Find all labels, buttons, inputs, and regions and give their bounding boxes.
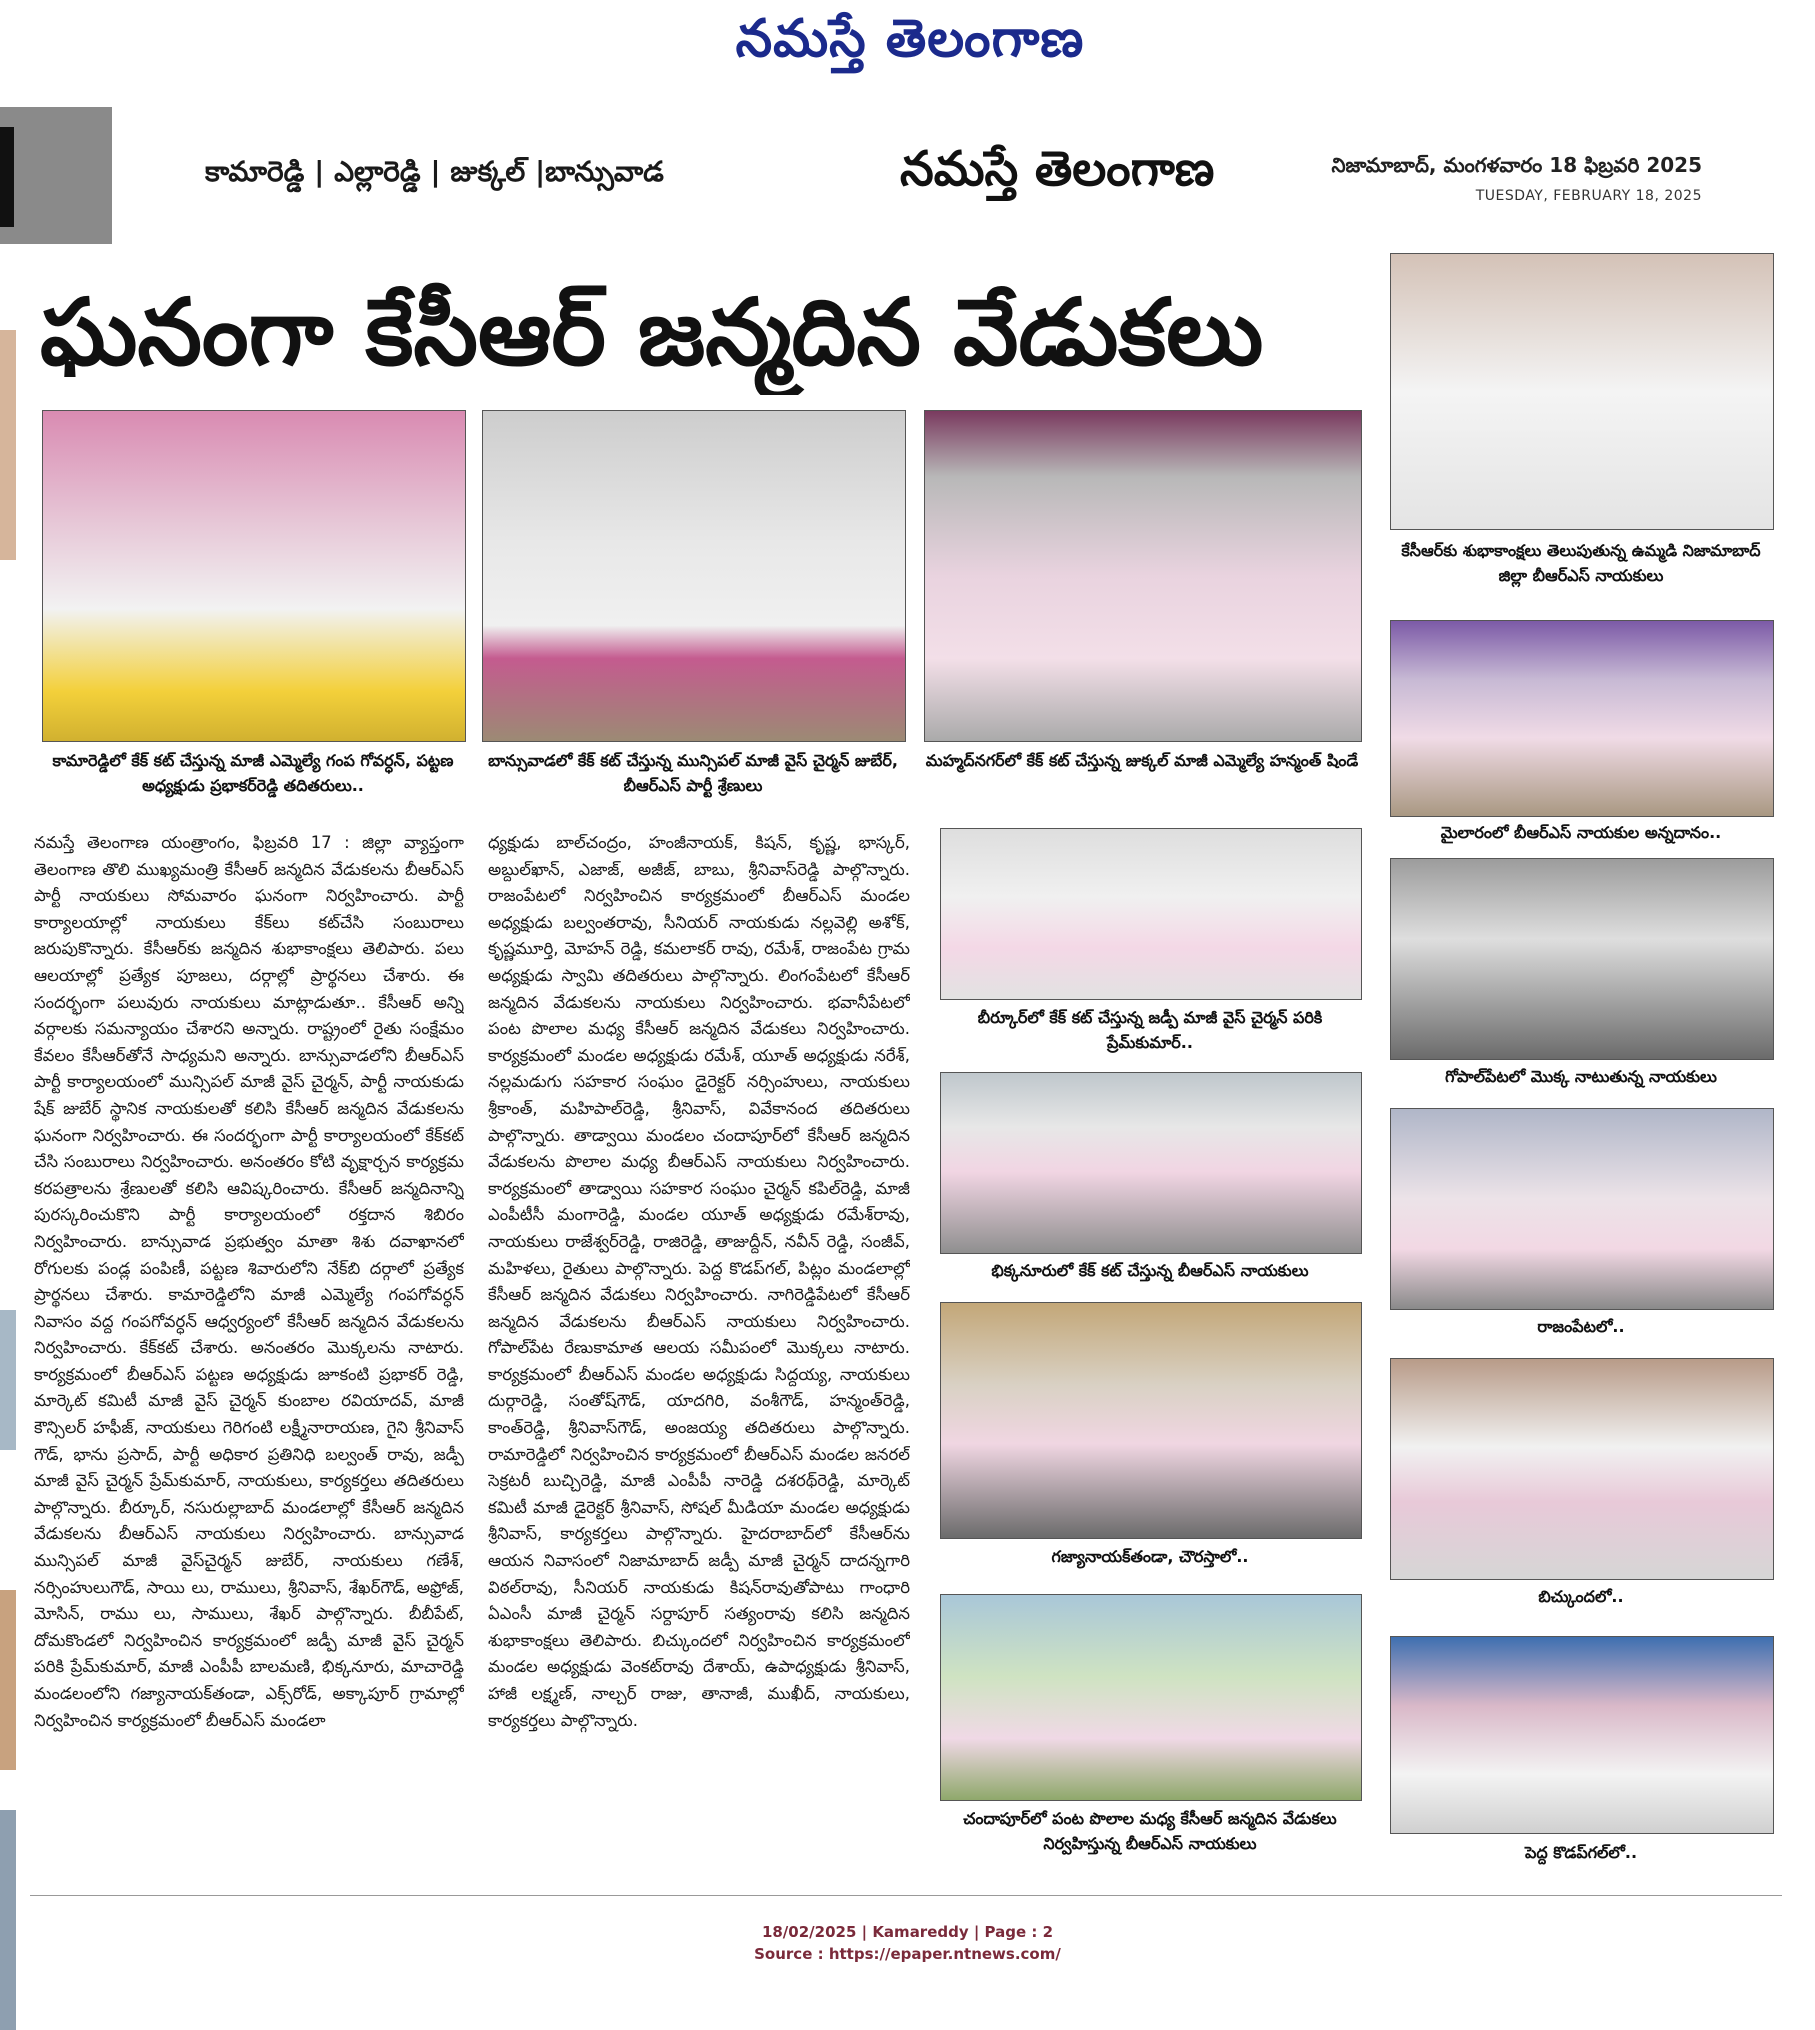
- caption-chandapur: చందాపూర్‌లో పంట పొలాల మధ్య కేసీఆర్ జన్మదిన వేడుకలు నిర్వహిస్తున్న బీఆర్ఎస్ నాయకులు: [963, 1809, 1337, 1853]
- adjacent-page-strip: [0, 250, 16, 1840]
- caption-rajampet: రాజంపేటలో..: [1537, 1317, 1625, 1336]
- adjacent-photo: [0, 1810, 16, 2030]
- newspaper-logo: నమస్తే తెలంగాణ: [735, 8, 1085, 69]
- caption-mailaram: మైలారంలో బీఆర్ఎస్ నాయకుల అన్నదానం..: [1440, 823, 1722, 842]
- footer-page-info: 18/02/2025 | Kamareddy | Page : 2: [761, 1923, 1054, 1941]
- caption-kamareddy: కామారెడ్డిలో కేక్ కట్ చేస్తున్న మాజీ ఎమ్మెల్యే గంప గోవర్ధన్, పట్టణ అధ్యక్షుడు ప్రభాకర్‌రెడ్డి తదితరులు..: [52, 751, 454, 795]
- caption-gajyanayak: గజ్యానాయక్‌తండా, చౌరస్తాలో..: [1051, 1547, 1249, 1566]
- photo-mailaram: [1390, 620, 1774, 817]
- photo-kamareddy-cake: [42, 410, 466, 742]
- dateline: [1331, 153, 1702, 204]
- caption-birkur: బీర్కూర్‌లో కేక్ కట్ చేస్తున్న జడ్పీ మాజీ వైస్ చైర్మన్ పరికి ప్రేమ్‌కుమార్..: [977, 1008, 1323, 1052]
- edition-band: [0, 107, 1782, 244]
- photo-rajampet: [1390, 1108, 1774, 1310]
- date-telugu: నిజామాబాద్, మంగళవారం 18 ఫిబ్రవరి 2025: [1331, 153, 1702, 177]
- caption-bhiknoor: భిక్కనూరులో కేక్ కట్ చేస్తున్న బీఆర్ఎస్ నాయకులు: [991, 1261, 1309, 1280]
- masthead: [0, 0, 1815, 100]
- caption-banswada: బాన్సువాడలో కేక్ కట్ చేస్తున్న మున్సిపల్ మాజీ వైస్ చైర్మన్ జుబేర్, బీఆర్ఎస్ పార్టీ శ్రేణులు: [488, 751, 898, 795]
- edition-regions: కామారెడ్డి | ఎల్లారెడ్డి | జుక్కల్ |బాన్సువాడ: [205, 155, 664, 188]
- caption-bichkunda: బిచ్కుందలో..: [1538, 1587, 1624, 1606]
- photo-bichkunda: [1390, 1358, 1774, 1580]
- band-left-block: [0, 127, 14, 227]
- adjacent-photo: [0, 330, 16, 560]
- footer-source: Source : https://epaper.ntnews.com/: [754, 1945, 1061, 1963]
- footer-rule: [30, 1895, 1782, 1896]
- caption-pedda: పెద్ద కొడప్‌గల్‌లో..: [1524, 1843, 1638, 1862]
- caption-mahammadnagar: మహ్మద్‌నగర్‌లో కేక్ కట్ చేస్తున్న జుక్కల్ మాజీ ఎమ్మెల్యే హన్మంత్ షిండే: [925, 751, 1359, 770]
- photo-kcr-wishes: [1390, 253, 1774, 530]
- photo-mahammadnagar-cake: [924, 410, 1362, 742]
- date-english: TUESDAY, FEBRUARY 18, 2025: [1475, 188, 1702, 204]
- caption-gopalpet: గోపాల్‌పేటలో మొక్క నాటుతున్న నాయకులు: [1445, 1067, 1717, 1086]
- adjacent-photo: [0, 1590, 16, 1770]
- photo-gajyanayak: [940, 1302, 1362, 1539]
- photo-banswada-cake: [482, 410, 906, 742]
- caption-wishes: కేసీఆర్‌కు శుభాకాంక్షలు తెలుపుతున్న ఉమ్మడి నిజామాబాద్ జిల్లా బీఆర్ఎస్ నాయకులు: [1401, 541, 1761, 585]
- photo-pedda-kodapgal: [1390, 1636, 1774, 1834]
- photo-gopalpet: [1390, 858, 1774, 1060]
- photo-chandapur: [940, 1594, 1362, 1801]
- article-column-1: నమస్తే తెలంగాణ యంత్రాంగం, ఫిబ్రవరి 17 : జిల్లా వ్యాప్తంగా తెలంగాణ తొలి ముఖ్యమంత్రి కేసీఆర్ జన్మదిన వేడుకలను బీఆర్ఎస్ పార్టీ నాయకులు సోమవారం ఘనంగా నిర్వహించారు. పార్టీ కార్యాలయాల్లో నాయకులు కేక్‌లు కట్‌చేసి సంబురాలు జరుపుకొన్నారు. కేసీఆర్‌కు జన్మదిన శుభాకాంక్షలు తెలిపారు. పలు ఆలయాల్లో ప్రత్యేక పూజలు, దర్గాల్లో ప్రార్థనలు చేశారు. ఈ సందర్భంగా పలువురు నాయకులు మాట్లాడుతూ.. కేసీఆర్ అన్ని వర్గాలకు సమన్యాయం చేశారని అన్నారు. రాష్ట్రంలో రైతు సంక్షేమం కేవలం కేసీఆర్‌తోనే సాధ్యమని అన్నారు. బాన్సువాడలోని బీఆర్ఎస్ పార్టీ కార్యాలయంలో మున్సిపల్ మాజీ వైస్ చైర్మన్, పార్టీ నాయకుడు షేక్ జుబేర్ స్థానిక నాయకులతో కలిసి కేసీఆర్ జన్మదిన వేడుకలను ఘనంగా నిర్వహించారు. ఈ సందర్భంగా పార్టీ కార్యాలయంలో కేక్‌కట్ చేసి సంబురాలు నిర్వహించారు. అనంతరం కోటి వృక్షార్చన కార్యక్రమ కరపత్రాలను శ్రేణులతో కలిసి ఆవిష్కరించారు. కేసీఆర్ జన్మదినాన్ని పురస్కరించుకొని పార్టీ కార్యాలయంలో రక్తదాన శిబిరం నిర్వహించారు. బాన్సువాడ ప్రభుత్వం మాతా శిశు దవాఖానలో రోగులకు పండ్ల పంపిణీ, పట్టణ శివారులోని నేక్‌బి దర్గాలో ప్రత్యేక ప్రార్థనలు చేశారు. కామారెడ్డిలోని మాజీ ఎమ్మెల్యే గంపగోవర్ధన్ నివాసం వద్ద గంపగోవర్ధన్ ఆధ్వర్యంలో కేసీఆర్ జన్మదిన వేడుకలను నిర్వహించారు. కేక్‌కట్ చేశారు. అనంతరం మొక్కలను నాటారు. కార్యక్రమంలో బీఆర్ఎస్ పట్టణ అధ్యక్షుడు జూకంటి ప్రభాకర్ రెడ్డి, మార్కెట్ కమిటీ మాజీ వైస్ చైర్మన్ కుంబాల రవియాదవ్, మాజీ కౌన్సిలర్ హఫీజ్, నాయకులు గెరిగంటి లక్ష్మీనారాయణ, గైని శ్రీనివాస్ గౌడ్, భాను ప్రసాద్, పార్టీ అధికార ప్రతినిధి బల్వంత్ రావు, జడ్పీ మాజీ వైస్ చైర్మన్ ప్రేమ్‌కుమార్, నాయకులు, కార్యకర్తలు తదితరులు పాల్గొన్నారు. బీర్కూర్, నసురుల్లాబాద్ మండలాల్లో కేసీఆర్ జన్మదిన వేడుకలను బీఆర్ఎస్ నాయకులు నిర్వహించారు. బాన్సువాడ మున్సిపల్ మాజీ వైస్‌చైర్మన్ జుబేర్, నాయకులు గణేశ్, నర్సింహులుగౌడ్, సాయి లు, రాములు, శ్రీనివాస్, శేఖర్‌గౌడ్, అఫ్రోజ్, మోసిన్, రాము లు, సాములు, శేఖర్ పాల్గొన్నారు. బీబీపేట్, దోమకొండలో నిర్వహించిన కార్యక్రమంలో జడ్పీ మాజీ వైస్ చైర్మన్ పరికి ప్రేమ్‌కుమార్, మాజీ ఎంపీపీ బాలమణి, భిక్కనూరు, మాచారెడ్డి మండలంలోని గజ్యానాయక్‌తండా, ఎక్స్‌రోడ్, అక్కాపూర్ గ్రామాల్లో నిర్వహించిన కార్యక్రమంలో బీఆర్ఎస్ మండలా: [34, 833, 464, 1730]
- photo-bhiknoor: [940, 1072, 1362, 1254]
- main-headline: ఘనంగా కేసీఆర్ జన్మదిన వేడుకలు: [40, 278, 1264, 386]
- band-logo: నమస్తే తెలంగాణ: [900, 141, 1215, 197]
- photo-birkur: [940, 828, 1362, 1000]
- adjacent-photo: [0, 1310, 16, 1450]
- article-column-2: ధ్యక్షుడు బాల్‌చంద్రం, హంజీనాయక్, కిషన్, కృష్ణ, భాస్కర్, అబ్దుల్‌ఖాన్, ఎజాజ్, అజీజ్, బాబు, శ్రీనివాస్‌రెడ్డి పాల్గొన్నారు. రాజంపేటలో నిర్వహించిన కార్యక్రమంలో బీఆర్ఎస్ మండల అధ్యక్షుడు బల్వంతరావు, సీనియర్ నాయకుడు నల్లవెల్లి అశోక్, కృష్ణమూర్తి, మోహన్ రెడ్డి, కమలాకర్ రావు, రమేశ్, రాజంపేట గ్రామ అధ్యక్షుడు స్వామి తదితరులు పాల్గొన్నారు. లింగంపేటలో కేసీఆర్ జన్మదిన వేడుకలను నాయకులు నిర్వహించారు. భవానీపేటలో పంట పొలాల మధ్య కేసీఆర్ జన్మదిన వేడుకలు నిర్వహించారు. కార్యక్రమంలో మండల అధ్యక్షుడు రమేశ్, యూత్ అధ్యక్షుడు నరేశ్, నల్లమడుగు సహకార సంఘం డైరెక్టర్ నర్సింహులు, నాయకులు శ్రీకాంత్, మహిపాల్‌రెడ్డి, శ్రీనివాస్, వివేకానంద తదితరులు పాల్గొన్నారు. తాడ్వాయి మండలం చందాపూర్‌లో కేసీఆర్ జన్మదిన వేడుకలను పొలాల మధ్య బీఆర్ఎస్ నాయకులు నిర్వహించారు. కార్యక్రమంలో తాడ్వాయి సహకార సంఘం చైర్మన్ కపిల్‌రెడ్డి, మాజీ ఎంపీటీసీ మంగారెడ్డి, మండల యూత్ అధ్యక్షుడు రమేశ్‌రావు, నాయకులు రాజేశ్వర్‌రెడ్డి, రాజిరెడ్డి, తాజుద్దీన్, నవీన్ రెడ్డి, సంజీవ్, మహిళలు, రైతులు పాల్గొన్నారు. పెద్ద కొడప్‌గల్, పిట్లం మండలాల్లో కేసీఆర్ జన్మదిన వేడుకలు నిర్వహించారు. నాగిరెడ్డిపేటలో కేసీఆర్ జన్మదిన వేడుకలను బీఆర్ఎస్ నాయకులు నిర్వహించారు. గోపాల్‌పేట రేణుకామాత ఆలయ సమీపంలో మొక్కలు నాటారు. కార్యక్రమంలో బీఆర్ఎస్ మండల అధ్యక్షుడు సిద్దయ్య, నాయకులు దుర్గారెడ్డి, సంతోష్‌గౌడ్, యాదగిరి, వంశీగౌడ్, హన్మంత్‌రెడ్డి, కాంత్‌రెడ్డి, శ్రీనివాస్‌గౌడ్, అంజయ్య తదితరులు పాల్గొన్నారు. రామారెడ్డిలో నిర్వహించిన కార్యక్రమంలో బీఆర్ఎస్ మండల జనరల్ సెక్రటరీ బుచ్చిరెడ్డి, మాజీ ఎంపీపీ నారెడ్డి దశరథ్‌రెడ్డి, మార్కెట్ కమిటీ మాజీ డైరెక్టర్ శ్రీనివాస్, సోషల్ మీడియా మండల అధ్యక్షుడు శ్రీనివాస్, కార్యకర్తలు పాల్గొన్నారు. హైదరాబాద్‌లో కేసీఆర్‌ను ఆయన నివాసంలో నిజామాబాద్ జడ్పీ మాజీ చైర్మన్ దాదన్నగారి విఠల్‌రావు, సీనియర్ నాయకుడు కిషన్‌రావుతోపాటు గాంధారి ఏఎంసీ మాజీ చైర్మన్ సర్దాపూర్ సత్యంరావు కలిసి జన్మదిన శుభాకాంక్షలు తెలిపారు. బిచ్కుందలో నిర్వహించిన కార్యక్రమంలో మండల అధ్యక్షుడు వెంకట్‌రావు దేశాయ్, ఉపాధ్యక్షుడు శ్రీనివాస్, హాజీ లక్ష్మణ్, నాల్చర్ రాజు, తానాజీ, ముఖీద్, నాయకులు, కార్యకర్తలు పాల్గొన్నారు.: [488, 833, 910, 1730]
